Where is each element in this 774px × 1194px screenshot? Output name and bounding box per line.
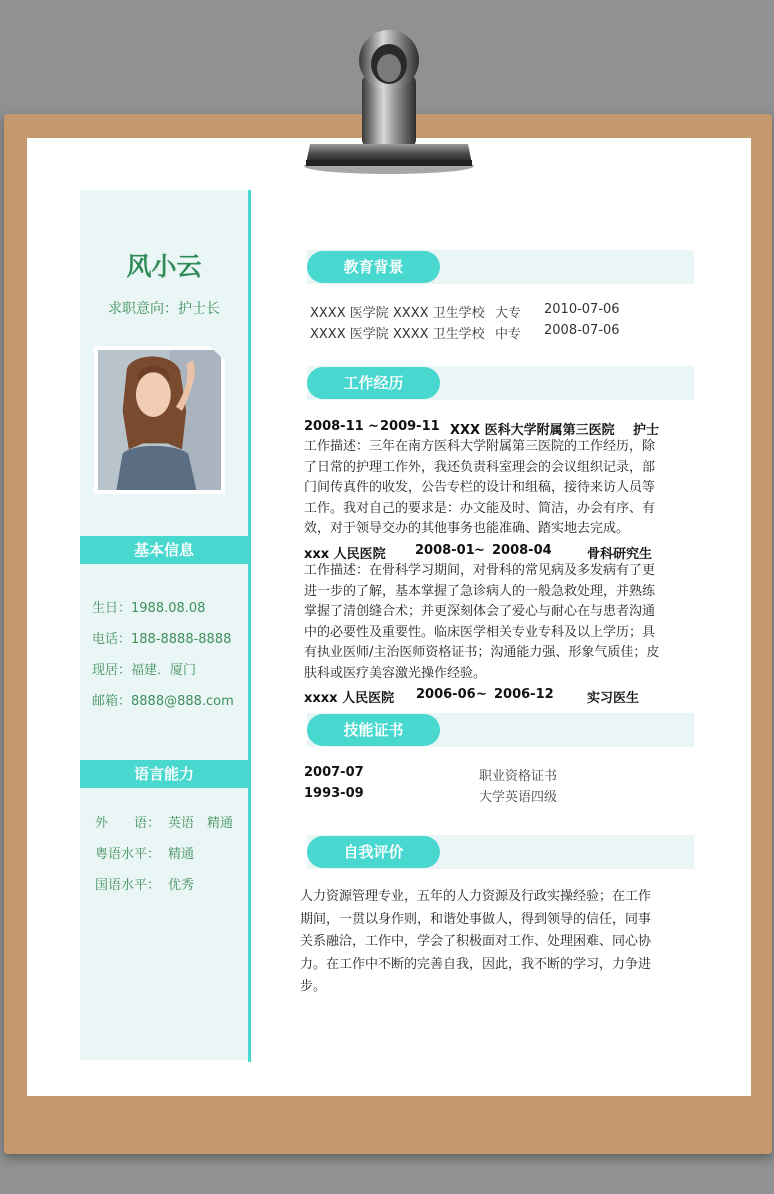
skill-row (304, 786, 558, 805)
language-label: 粤语水平： (95, 847, 161, 862)
self-eval-text: 人力资源管理专业，五年的人力资源及行政实操经验；在工作期间，一贯以身作则，和谐处事做人，得到领导的信任，同事关系融洽，工作中，学会了积极面对工作、处理困难、同心协力。在工作中不断的完善自我，因此，我不断的学习，力争进步。 (300, 889, 652, 994)
sidebar-panel (80, 190, 248, 1060)
self-eval-heading: 自我评价 (307, 836, 440, 868)
sidebar-divider (248, 190, 251, 1062)
education-heading: 教育背景 (307, 251, 440, 283)
graduation-date: 2008-07-06 (544, 323, 620, 338)
skills-heading: 技能证书 (307, 714, 440, 746)
job-sep: ~ (474, 543, 485, 558)
skill-date: 2007-07 (304, 765, 364, 780)
job-end: 2006-12 (494, 687, 554, 702)
job-start: 2006-06 (416, 687, 476, 702)
candidate-name: 风小云 (126, 252, 202, 281)
job-org: xxx 人民医院 (304, 547, 386, 562)
language-label: 国语水平： (95, 878, 161, 893)
school-name: XXXX 医学院 XXXX 卫生学校 (310, 306, 485, 321)
location: 现居：福建．厦门 (92, 663, 197, 678)
job-sep: ~ (476, 687, 487, 702)
skill-date: 1993-09 (304, 786, 364, 801)
binder-clip-icon (300, 26, 478, 176)
job-org: XXX 医科大学附属第三医院 (450, 423, 615, 438)
job-start: 2008-11 (304, 419, 364, 434)
job-sep: ~ (368, 419, 379, 434)
birth-date: 生日：1988.08.08 (92, 601, 206, 616)
job-end: 2009-11 (380, 419, 440, 434)
job-description: 工作描述：在骨科学习期间，对骨科的常见病及多发病有了更进一步的了解，基本掌握了急诊病人的一般急救处理，并熟练掌握了清创缝合术；并更深刻体会了爱心与耐心在与患者沟通中的必要性及重要性。临床医学相关专业专科及以上学历；具有执业医师/主治医师资格证书；沟通能力强、形象气质佳；皮肤科或医疗美容激光操作经验。 (304, 563, 660, 681)
work-heading: 工作经历 (307, 367, 440, 399)
language-label: 外 语： (95, 816, 161, 831)
job-intent: 求职意向：护士长 (108, 301, 220, 317)
language-value: 优秀 (168, 878, 195, 893)
profile-photo (94, 346, 225, 494)
language-value: 精通 (168, 847, 195, 862)
language-value: 英语 精通 (168, 816, 234, 831)
basic-info-heading: 基本信息 (80, 536, 248, 564)
degree: 中专 (495, 327, 522, 342)
graduation-date: 2010-07-06 (544, 302, 620, 317)
skill-cert: 职业资格证书 (479, 769, 558, 784)
job-description: 工作描述：三年在南方医科大学附属第三医院的工作经历，除了日常的护理工作外，我还负责科室理会的会议组织记录，部门间传真件的收发，公告专栏的设计和组稿，接待来访人员等工作。我对自己的要求是：办文能及时、简洁，办会有序、有效，对于领导交办的其他事务也能准确、踏实地去完成。 (304, 439, 656, 536)
skill-cert: 大学英语四级 (479, 790, 558, 805)
job-start: 2008-01 (415, 543, 475, 558)
language-row (95, 812, 233, 831)
job-org: xxxx 人民医院 (304, 691, 395, 706)
job-role: 实习医生 (587, 691, 640, 706)
skill-row (304, 765, 558, 784)
language-heading: 语言能力 (80, 760, 248, 788)
email-address: 邮箱：8888@888.com (92, 694, 234, 709)
language-row (95, 843, 194, 862)
degree: 大专 (495, 306, 522, 321)
job-role: 护士 (633, 423, 660, 438)
phone-number: 电话：188-8888-8888 (92, 632, 232, 647)
job-role: 骨科研究生 (587, 547, 653, 562)
language-row (95, 874, 194, 893)
job-end: 2008-04 (492, 543, 552, 558)
school-name: XXXX 医学院 XXXX 卫生学校 (310, 327, 485, 342)
